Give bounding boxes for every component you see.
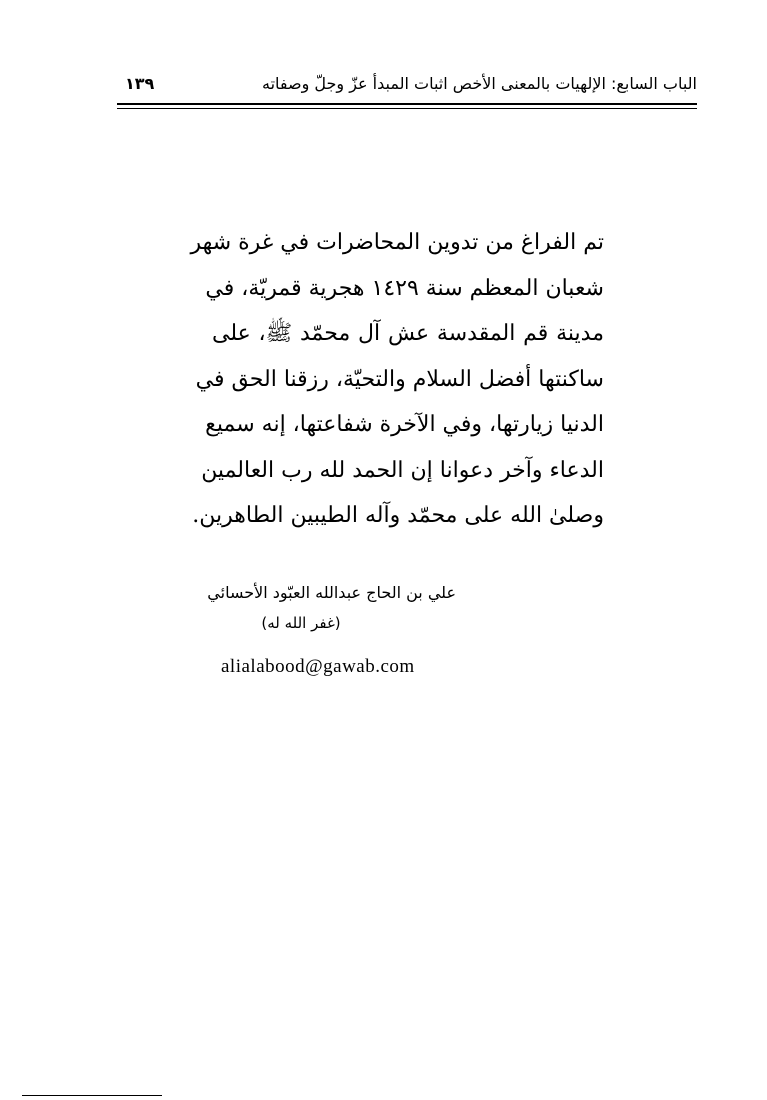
paragraph-line: شعبان المعظم سنة ١٤٢٩ هجرية قمريّة، في	[205, 275, 604, 301]
paragraph-line: الدنيا زيارتها، وفي الآخرة شفاعتها، إنه سميع	[205, 412, 604, 437]
paragraph-line: تم الفراغ من تدوين المحاضرات في غرة شهر	[190, 230, 604, 255]
page-number: ١٣٩	[125, 74, 155, 93]
paragraph-line: وصلىٰ الله على محمّد وآله الطيبين الطاهرين.	[192, 503, 604, 528]
signature-block	[196, 578, 456, 638]
closing-paragraph	[190, 220, 604, 539]
chapter-title: الباب السابع: الإلهيات بالمعنى الأخص اثبات المبدأ عزّ وجلّ وصفاته	[262, 74, 697, 93]
author-name: علي بن الحاج عبدالله العبّود الأحسائي	[207, 583, 456, 602]
header-rule-thick	[117, 103, 697, 105]
header-rule-thin	[117, 108, 697, 109]
paragraph-line: مدينة قم المقدسة عش آل محمّد ﷺ، على	[212, 321, 604, 346]
author-prayer: (غفر الله له)	[261, 614, 341, 632]
running-header	[117, 68, 697, 102]
author-email: alialabood@gawab.com	[221, 656, 415, 677]
footnote-rule	[22, 1095, 162, 1096]
paragraph-line: ساكنتها أفضل السلام والتحيّة، رزقنا الحق في	[195, 366, 604, 392]
paragraph-line: الدعاء وآخر دعوانا إن الحمد لله رب العالمين	[201, 457, 604, 483]
